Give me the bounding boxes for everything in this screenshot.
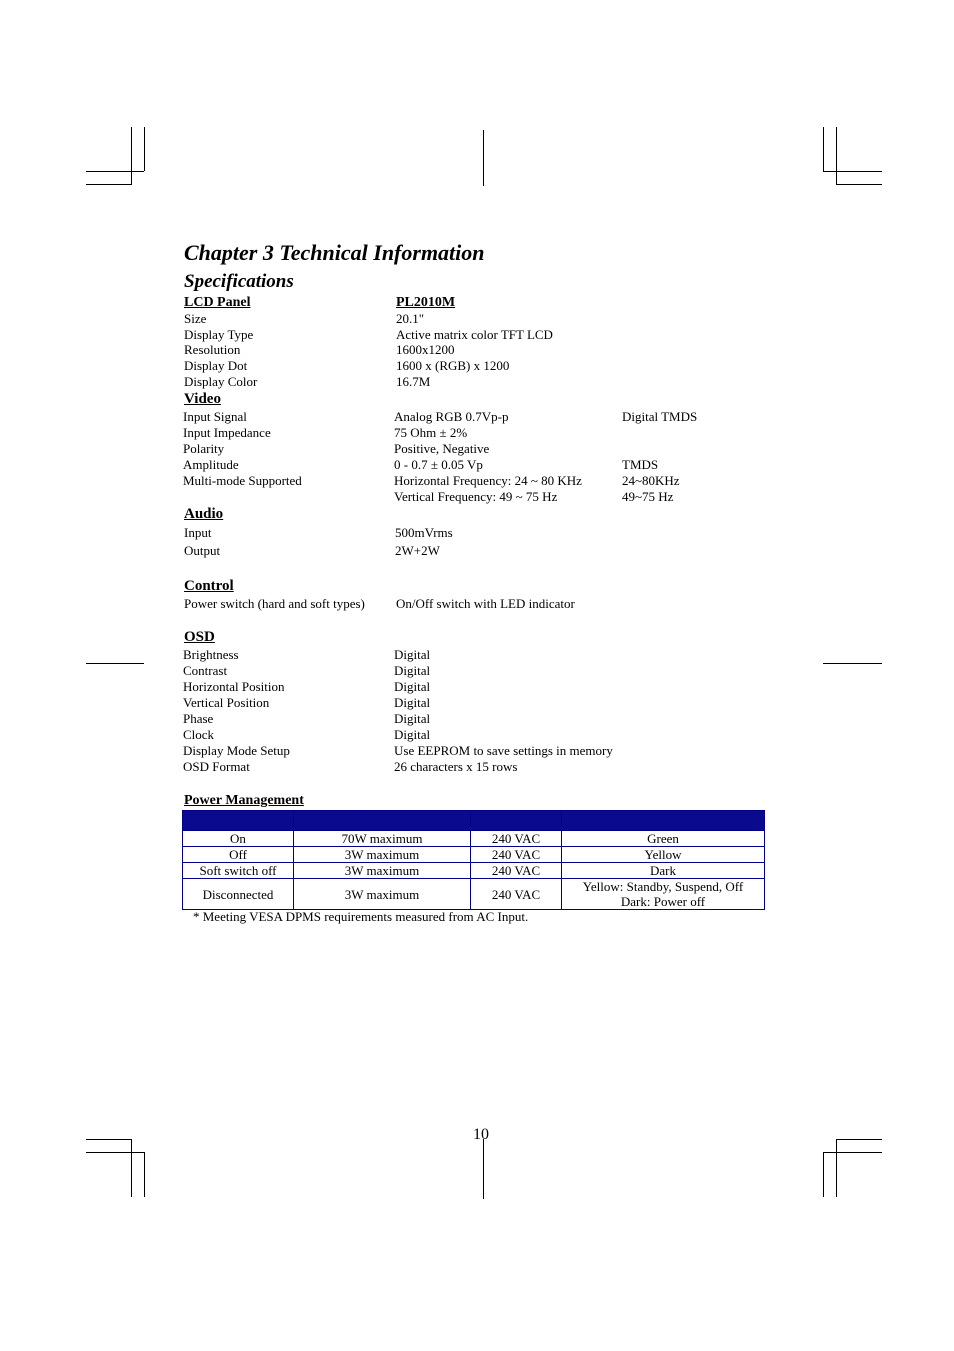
led-line-power-off: Dark: Power off <box>620 894 706 909</box>
lcd-size-label: Size <box>184 311 207 326</box>
table-cell: Off <box>183 847 294 863</box>
video-input-impedance-value: 75 Ohm ± 2% <box>394 425 468 440</box>
video-vfreq-digital: 49~75 Hz <box>622 489 674 504</box>
table-cell: 3W maximum <box>294 879 471 910</box>
chapter-title: Chapter 3 Technical Information <box>184 240 485 265</box>
audio-output-label: Output <box>184 543 221 558</box>
video-hfreq-digital: 24~80KHz <box>622 473 680 488</box>
lcd-size-value: 20.1" <box>396 311 425 326</box>
table-cell: Soft switch off <box>183 863 294 879</box>
osd-vpos-value: Digital <box>394 695 431 710</box>
page-number: 10 <box>473 1126 489 1143</box>
osd-phase-value: Digital <box>394 711 431 726</box>
table-cell: 3W maximum <box>294 847 471 863</box>
video-amplitude-value: 0 - 0.7 ± 0.05 Vp <box>394 457 483 472</box>
table-row <box>183 863 765 879</box>
lcd-display-dot-value: 1600 x (RGB) x 1200 <box>396 358 510 373</box>
audio-input-label: Input <box>184 525 212 540</box>
video-input-signal-digital: Digital TMDS <box>622 409 698 424</box>
column-header-mode: Mode <box>183 811 294 831</box>
video-hfreq-value: Horizontal Frequency: 24 ~ 80 KHz <box>394 473 582 488</box>
video-input-impedance-label: Input Impedance <box>183 425 271 440</box>
table-cell-led-multi <box>562 879 765 910</box>
osd-brightness-label: Brightness <box>183 647 239 662</box>
control-power-switch-label: Power switch (hard and soft types) <box>184 596 365 611</box>
video-amplitude-digital: TMDS <box>622 457 659 472</box>
lcd-display-color-label: Display Color <box>184 374 258 389</box>
lcd-display-type-value: Active matrix color TFT LCD <box>396 327 553 342</box>
video-amplitude-label: Amplitude <box>183 457 239 472</box>
lcd-resolution-value: 1600x1200 <box>396 342 455 357</box>
osd-contrast-value: Digital <box>394 663 431 678</box>
lcd-display-type-label: Display Type <box>184 327 254 342</box>
table-cell: On <box>183 831 294 847</box>
table-cell: 240 VAC <box>471 847 562 863</box>
power-management-table <box>182 810 765 910</box>
led-line-standby: Yellow: Standby, Suspend, Off <box>582 879 744 894</box>
lcd-display-color-value: 16.7M <box>396 374 431 389</box>
column-header-led-color: LED Color <box>562 811 765 831</box>
lcd-display-dot-label: Display Dot <box>184 358 248 373</box>
table-cell: Green <box>562 831 765 847</box>
osd-mode-setup-value: Use EEPROM to save settings in memory <box>394 743 613 758</box>
video-input-signal-value: Analog RGB 0.7Vp-p <box>394 409 509 424</box>
table-cell: Yellow <box>562 847 765 863</box>
osd-clock-label: Clock <box>183 727 215 742</box>
lcd-panel-model: PL2010M <box>396 295 456 310</box>
video-polarity-value: Positive, Negative <box>394 441 490 456</box>
table-cell: 240 VAC <box>471 863 562 879</box>
power-management-footnote: * Meeting VESA DPMS requirements measured from AC Input. <box>193 909 529 924</box>
table-cell: 240 VAC <box>471 879 562 910</box>
video-multimode-label: Multi-mode Supported <box>183 473 302 488</box>
table-cell: Disconnected <box>183 879 294 910</box>
table-row <box>183 879 765 910</box>
osd-clock-value: Digital <box>394 727 431 742</box>
osd-hpos-value: Digital <box>394 679 431 694</box>
osd-format-label: OSD Format <box>183 759 250 774</box>
audio-input-value: 500mVrms <box>395 525 453 540</box>
table-cell: 240 VAC <box>471 831 562 847</box>
lcd-resolution-label: Resolution <box>184 342 241 357</box>
column-header-power-consumption: Power Consumption* <box>294 811 471 831</box>
osd-contrast-label: Contrast <box>183 663 228 678</box>
table-row <box>183 831 765 847</box>
osd-vpos-label: Vertical Position <box>183 695 270 710</box>
osd-hpos-label: Horizontal Position <box>183 679 285 694</box>
osd-brightness-value: Digital <box>394 647 431 662</box>
table-cell: 70W maximum <box>294 831 471 847</box>
table-cell: 3W maximum <box>294 863 471 879</box>
table-row <box>183 847 765 863</box>
audio-output-value: 2W+2W <box>395 543 440 558</box>
osd-format-value: 26 characters x 15 rows <box>394 759 518 774</box>
table-header-row <box>183 811 765 831</box>
osd-phase-label: Phase <box>183 711 214 726</box>
specifications-heading: Specifications <box>184 271 294 292</box>
video-polarity-label: Polarity <box>183 441 225 456</box>
power-management-heading: Power Management <box>184 793 304 808</box>
column-header-ac-input: AC Input <box>471 811 562 831</box>
osd-mode-setup-label: Display Mode Setup <box>183 743 290 758</box>
control-heading: Control <box>184 578 234 594</box>
video-input-signal-label: Input Signal <box>183 409 247 424</box>
audio-heading: Audio <box>184 506 224 522</box>
video-heading: Video <box>184 391 221 407</box>
video-vfreq-value: Vertical Frequency: 49 ~ 75 Hz <box>394 489 558 504</box>
osd-heading: OSD <box>184 629 215 645</box>
table-cell: Dark <box>562 863 765 879</box>
control-power-switch-value: On/Off switch with LED indicator <box>396 596 575 611</box>
lcd-panel-heading: LCD Panel <box>184 295 251 310</box>
